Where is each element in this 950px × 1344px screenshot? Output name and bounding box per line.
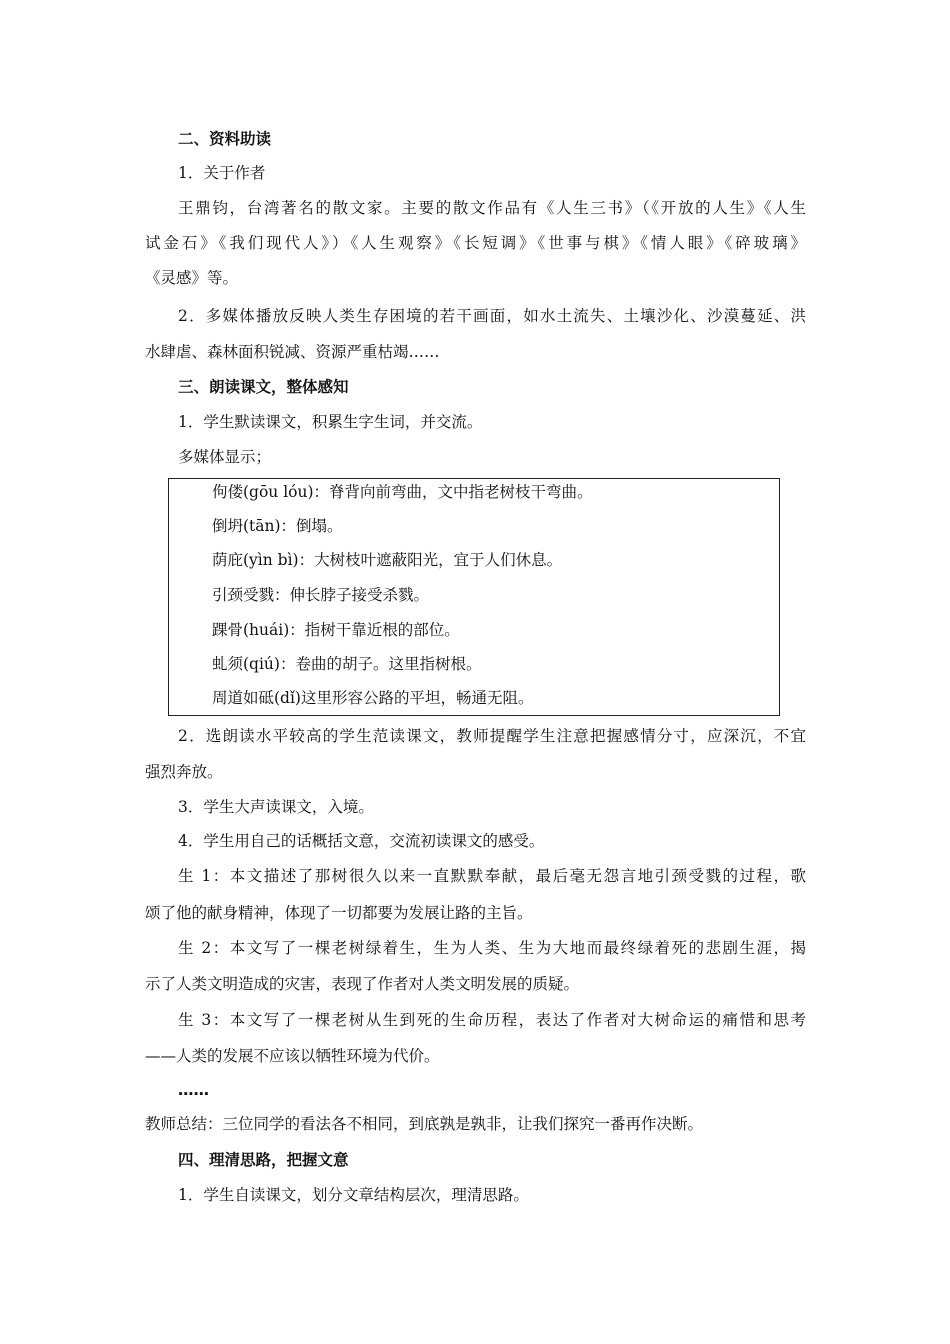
- vocab-item: 引颈受戮：伸长脖子接受杀戮。: [212, 586, 430, 604]
- section-heading-2: 二、资料助读: [178, 130, 272, 148]
- student3-line2: ——人类的发展不应该以牺牲环境为代价。: [145, 1047, 440, 1065]
- paragraph-model-reading-line1: 2．选朗读水平较高的学生范读课文，教师提醒学生注意把握感情分寸，应深沉，不宜: [178, 727, 806, 745]
- student2-line2: 示了人类文明造成的灾害，表现了作者对人类文明发展的质疑。: [145, 975, 580, 993]
- vocab-item: 周道如砥(dǐ)这里形容公路的平坦，畅通无阻。: [212, 689, 534, 707]
- vocab-item: 倒坍(tān)：倒塌。: [212, 517, 343, 535]
- vocab-item: 踝骨(huái)：指树干靠近根的部位。: [212, 621, 460, 639]
- paragraph-model-reading-line2: 强烈奔放。: [145, 763, 223, 781]
- vocab-item: 荫庇(yìn bì)：大树枝叶遮蔽阳光，宜于人们休息。: [212, 551, 563, 569]
- section-heading-3: 三、朗读课文，整体感知: [178, 378, 349, 396]
- list-item-self-reading: 1．学生自读课文，划分文章结构层次，理清思路。: [178, 1186, 529, 1204]
- media-display-label: 多媒体显示；: [178, 448, 272, 466]
- list-item-summarize: 4．学生用自己的话概括文意，交流初读课文的感受。: [178, 832, 545, 850]
- ellipsis: ……: [178, 1081, 209, 1099]
- student1-line1: 生 1：本文描述了那树很久以来一直默默奉献，最后毫无怨言地引颈受戮的过程，歌: [178, 867, 806, 885]
- list-item-silent-reading: 1．学生默读课文，积累生字生词，并交流。: [178, 413, 483, 431]
- paragraph-author-line2: 试金石》《我们现代人》）《人生观察》《长短调》《世事与棋》《情人眼》《碎玻璃》: [145, 234, 806, 252]
- list-item-about-author: 1．关于作者: [178, 164, 266, 182]
- paragraph-author-line3: 《灵感》等。: [145, 269, 239, 287]
- vocab-item: 佝偻(gōu lóu)：脊背向前弯曲，文中指老树枝干弯曲。: [212, 483, 593, 501]
- student1-line2: 颂了他的献身精神，体现了一切都要为发展让路的主旨。: [145, 904, 533, 922]
- section-heading-4: 四、理清思路，把握文意: [178, 1151, 349, 1169]
- vocab-item: 虬须(qiú)：卷曲的胡子。这里指树根。: [212, 655, 482, 673]
- paragraph-media-line1: 2．多媒体播放反映人类生存困境的若干画面，如水土流失、土壤沙化、沙漠蔓延、洪: [178, 307, 806, 325]
- paragraph-author-line1: 王鼎钧，台湾著名的散文家。主要的散文作品有《人生三书》（《开放的人生》《人生: [178, 199, 806, 217]
- paragraph-media-line2: 水肆虐、森林面积锐减、资源严重枯竭……: [145, 343, 440, 361]
- teacher-summary: 教师总结：三位同学的看法各不相同，到底孰是孰非，让我们探究一番再作决断。: [145, 1115, 704, 1133]
- list-item-read-aloud: 3．学生大声读课文，入境。: [178, 798, 374, 816]
- student2-line1: 生 2：本文写了一棵老树绿着生，生为人类、生为大地而最终绿着死的悲剧生涯，揭: [178, 939, 806, 957]
- student3-line1: 生 3：本文写了一棵老树从生到死的生命历程，表达了作者对大树命运的痛惜和思考: [178, 1011, 806, 1029]
